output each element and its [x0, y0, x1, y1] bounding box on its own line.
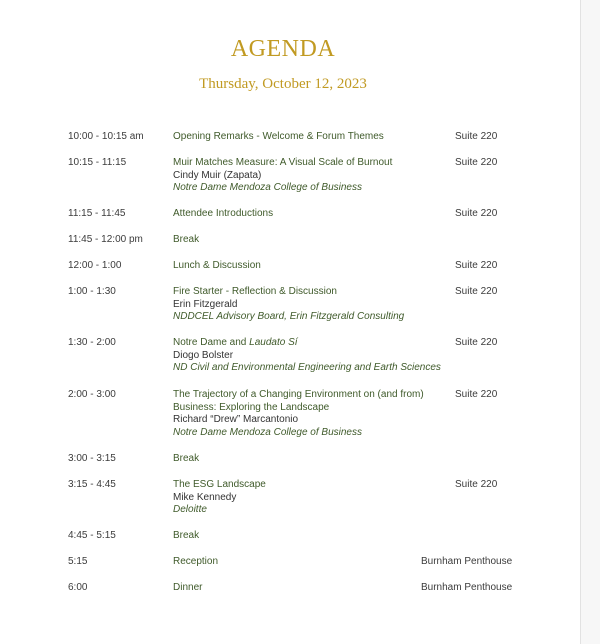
agenda-room: Suite 220 — [455, 157, 498, 168]
agenda-item — [0, 582, 580, 608]
agenda-details — [173, 582, 438, 595]
agenda-time: 2:00 - 3:00 — [68, 389, 116, 400]
agenda-topic: Attendee Introductions — [173, 208, 274, 219]
agenda-affiliation: Notre Dame Mendoza College of Business — [173, 182, 362, 193]
agenda-speaker: Cindy Muir (Zapata) — [173, 169, 262, 181]
agenda-room: Burnham Penthouse — [421, 582, 513, 593]
agenda-affiliation: NDDCEL Advisory Board, Erin Fitzgerald Consulting — [173, 311, 405, 322]
agenda-time: 10:15 - 11:15 — [68, 157, 127, 168]
agenda-item — [0, 479, 580, 530]
agenda-date: Thursday, October 12, 2023 — [199, 76, 367, 92]
agenda-room: Suite 220 — [455, 286, 498, 297]
agenda-time: 11:15 - 11:45 — [68, 208, 126, 219]
agenda-item — [0, 556, 580, 582]
agenda-time: 10:00 - 10:15 am — [68, 131, 144, 142]
agenda-room: Suite 220 — [455, 389, 498, 400]
agenda-time: 5:15 — [68, 556, 88, 567]
agenda-item — [0, 530, 580, 556]
agenda-time: 1:00 - 1:30 — [68, 286, 116, 297]
agenda-topic: Break — [173, 453, 200, 464]
agenda-details — [173, 208, 438, 221]
agenda-topic: The ESG Landscape — [173, 479, 266, 490]
agenda-speaker: Erin Fitzgerald — [173, 298, 238, 310]
agenda-item — [0, 453, 580, 479]
agenda-topic-prefix: Notre Dame and — [173, 337, 250, 348]
agenda-topic-continued: Business: Exploring the Landscape — [173, 401, 330, 413]
agenda-item — [0, 260, 580, 286]
agenda-item — [0, 286, 580, 337]
agenda-topic: The Trajectory of a Changing Environment on (and from) — [173, 389, 424, 400]
agenda-affiliation: Deloitte — [173, 504, 207, 515]
agenda-affiliation: ND Civil and Environmental Engineering and Earth Sciences — [173, 362, 441, 373]
agenda-details — [173, 260, 438, 273]
agenda-details — [173, 157, 438, 195]
agenda-item — [0, 157, 580, 208]
agenda-details — [173, 389, 438, 439]
agenda-topic: Break — [173, 234, 200, 245]
agenda-topic: Opening Remarks - Welcome & Forum Themes — [173, 131, 384, 142]
agenda-affiliation: Notre Dame Mendoza College of Business — [173, 426, 362, 438]
agenda-details — [173, 337, 441, 375]
agenda-topic: Dinner — [173, 582, 203, 593]
agenda-item — [0, 234, 580, 260]
agenda-details — [173, 286, 438, 324]
agenda-room: Suite 220 — [455, 337, 498, 348]
agenda-speaker: Diogo Bolster — [173, 349, 234, 361]
agenda-details — [173, 234, 438, 247]
agenda-time: 3:15 - 4:45 — [68, 479, 116, 490]
agenda-details — [173, 530, 438, 543]
agenda-topic: Muir Matches Measure: A Visual Scale of Burnout — [173, 157, 393, 168]
agenda-time: 3:00 - 3:15 — [68, 453, 116, 464]
agenda-item — [0, 389, 580, 453]
agenda-topic-italic: Laudato Sí — [249, 337, 298, 348]
agenda-room: Suite 220 — [455, 131, 498, 142]
agenda-time: 11:45 - 12:00 pm — [68, 234, 143, 245]
agenda-room: Suite 220 — [455, 479, 498, 490]
agenda-item — [0, 208, 580, 234]
agenda-room: Burnham Penthouse — [421, 556, 513, 567]
agenda-topic: Fire Starter - Reflection & Discussion — [173, 286, 337, 297]
agenda-details — [173, 131, 438, 144]
viewer-gutter — [581, 0, 600, 644]
agenda-topic: Break — [173, 530, 200, 541]
agenda-time: 4:45 - 5:15 — [68, 530, 116, 541]
agenda-room: Suite 220 — [455, 260, 498, 271]
agenda-details — [173, 479, 438, 517]
agenda-topic: Lunch & Discussion — [173, 260, 261, 271]
agenda-item — [0, 131, 580, 157]
agenda-time: 1:30 - 2:00 — [68, 337, 116, 348]
agenda-list — [0, 131, 580, 608]
agenda-speaker: Richard “Drew” Marcantonio — [173, 414, 299, 425]
agenda-topic — [173, 337, 438, 350]
agenda-details — [173, 556, 438, 569]
agenda-time: 12:00 - 1:00 — [68, 260, 122, 271]
agenda-time: 6:00 — [68, 582, 88, 593]
agenda-item — [0, 337, 580, 389]
agenda-details — [173, 453, 438, 466]
page-title: AGENDA — [230, 36, 336, 62]
agenda-speaker: Mike Kennedy — [173, 491, 237, 503]
agenda-topic: Reception — [173, 556, 219, 567]
agenda-room: Suite 220 — [455, 208, 498, 219]
